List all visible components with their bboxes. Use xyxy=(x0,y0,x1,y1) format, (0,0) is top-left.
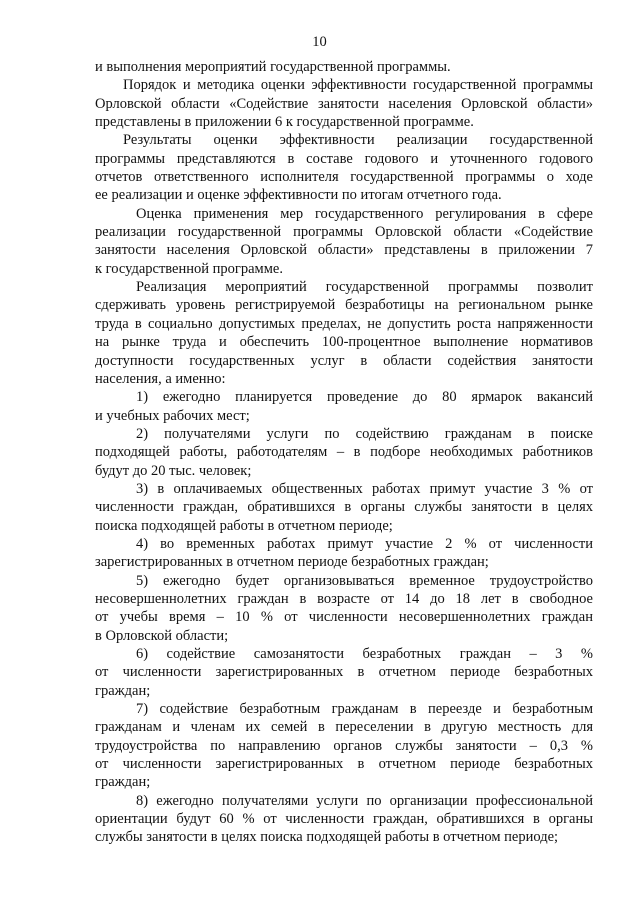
text-line: отчетов ответственного исполнителя государственной программы о ходе xyxy=(95,169,593,186)
document-body xyxy=(95,58,593,847)
text-line: Порядок и методика оценки эффективности государственной программы xyxy=(123,77,593,94)
text-line: 4) во временных работах примут участие 2 % от численности xyxy=(136,535,593,552)
text-line: труда в социально допустимых пределах, не допустить роста напряженности xyxy=(95,315,593,332)
text-line: несовершеннолетних граждан в возрасте от 14 до 18 лет в свободное xyxy=(95,590,593,607)
text-line: ее реализации и оценке эффективности по итогам отчетного года. xyxy=(95,187,502,204)
text-line: 3) в оплачиваемых общественных работах примут участие 3 % от xyxy=(136,480,593,497)
text-line: 7) содействие безработным гражданам в переезде и безработным xyxy=(136,701,593,718)
text-line: населения, а именно: xyxy=(95,370,226,387)
text-line: службы занятости в целях поиска подходящей работы в отчетном периоде; xyxy=(95,829,559,846)
text-line: граждан; xyxy=(95,682,151,699)
text-line: программы представляются в составе годового и уточненного годового xyxy=(95,150,593,167)
text-line: Орловской области «Содействие занятости населения Орловской области» xyxy=(95,95,593,112)
text-line: к государственной программе. xyxy=(95,260,283,277)
text-line: представлены в приложении 6 к государственной программе. xyxy=(95,114,474,131)
text-line: Реализация мероприятий государственной программы позволит xyxy=(136,279,593,296)
text-line: реализации государственной программы Орловской области «Содействие xyxy=(95,224,593,241)
text-line: Оценка применения мер государственного регулирования в сфере xyxy=(136,205,593,222)
text-line: 8) ежегодно получателями услуги по организации профессиональной xyxy=(136,792,593,809)
text-line: 2) получателями услуги по содействию гражданам в поиске xyxy=(136,425,593,442)
text-line: 6) содействие самозанятости безработных граждан – 3 % xyxy=(136,646,593,662)
text-line: занятости населения Орловской области» представлены в приложении 7 xyxy=(95,242,593,259)
text-line: гражданам и членам их семей в переселении в другую местность для xyxy=(95,719,593,736)
text-line: в Орловской области; xyxy=(95,627,229,644)
text-line: трудоустройства по направлению органов службы занятости – 0,3 % xyxy=(95,737,593,754)
text-line: 5) ежегодно будет организовываться временное трудоустройство xyxy=(136,572,593,589)
text-line: зарегистрированных в отчетном периоде безработных граждан; xyxy=(95,554,489,571)
text-line: от численности зарегистрированных в отчетном периоде безработных xyxy=(95,756,593,773)
text-line: 1) ежегодно планируется проведение до 80 ярмарок вакансий xyxy=(136,389,593,406)
text-line: численности граждан, обратившихся в органы службы занятости в целях xyxy=(95,499,593,516)
text-line: и выполнения мероприятий государственной программы. xyxy=(95,59,451,75)
text-line: граждан; xyxy=(95,774,151,791)
text-line: сдерживать уровень регистрируемой безработицы на региональном рынке xyxy=(95,297,593,314)
text-line: ориентации будут 60 % от численности граждан, обратившихся в органы xyxy=(95,811,593,828)
text-line: Результаты оценки эффективности реализации государственной xyxy=(123,132,593,149)
text-line: и учебных рабочих мест; xyxy=(95,407,250,424)
text-line: будут до 20 тыс. человек; xyxy=(95,462,252,479)
text-line: на рынке труда и обеспечить 100-процентное выполнение нормативов xyxy=(95,334,593,351)
text-line: от учебы время – 10 % от численности несовершеннолетних граждан xyxy=(95,609,593,626)
text-line: поиска подходящей работы в отчетном периоде; xyxy=(95,517,393,534)
page-number: 10 xyxy=(312,34,327,50)
text-line: подходящей работы, работодателям – в подборе необходимых работников xyxy=(95,444,593,461)
text-line: от численности зарегистрированных в отчетном периоде безработных xyxy=(95,664,593,681)
text-line: доступности государственных услуг в области содействия занятости xyxy=(95,352,593,369)
